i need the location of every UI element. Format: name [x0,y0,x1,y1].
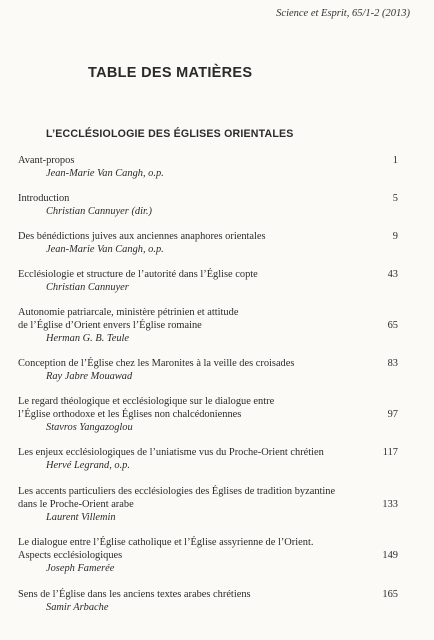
toc-entry [18,395,398,434]
entry-title-line: Aspects ecclésiologiques [18,550,123,561]
entry-page-number: 97 [387,409,398,420]
entry-title-line: Des bénédictions juives aux anciennes anaphores orientales [18,231,266,242]
entry-author: Joseph Famerée [46,563,115,574]
entry-title-line: Les accents particuliers des ecclésiologies des Églises de tradition byzantine [18,486,336,497]
toc-entry [18,268,398,294]
entry-title-line: Ecclésiologie et structure de l’autorité dans l’Église copte [18,269,258,280]
toc-entry [18,446,398,472]
entry-title-line: Le dialogue entre l’Église catholique et l’Église assyrienne de l’Orient. [18,537,314,548]
entry-page-number: 9 [392,231,398,242]
entry-page-number: 5 [392,193,398,204]
entry-page-number: 133 [382,499,398,510]
entry-author: Ray Jabre Mouawad [46,371,133,382]
section-title: L’ECCLÉSIOLOGIE DES ÉGLISES ORIENTALES [46,128,294,140]
toc-entry [18,192,398,218]
entry-author: Stavros Yangazoglou [46,422,133,433]
entry-page-number: 65 [387,320,398,331]
toc-entry [18,536,398,575]
entry-page-number: 1 [392,155,398,166]
entry-title-line: Avant-propos [18,155,75,166]
page-title: TABLE DES MATIÈRES [88,65,253,81]
toc-entry [18,485,398,524]
entry-title-line: Le regard théologique et ecclésiologique sur le dialogue entre [18,396,275,407]
entry-page-number: 165 [382,589,398,600]
journal-reference: Science et Esprit, 65/1-2 (2013) [276,8,410,19]
entry-author: Jean-Marie Van Cangh, o.p. [46,168,164,179]
toc-entry [18,154,398,180]
entry-page-number: 117 [382,447,398,458]
entry-author: Jean-Marie Van Cangh, o.p. [46,244,164,255]
entry-page-number: 43 [387,269,398,280]
entry-title-line: dans le Proche-Orient arabe [18,499,134,510]
toc-entry [18,357,398,383]
entry-title-line: Les enjeux ecclésiologiques de l’uniatisme vus du Proche-Orient chrétien [18,447,324,458]
entry-author: Laurent Villemin [46,512,116,523]
toc-entry [18,306,398,345]
entry-page-number: 83 [387,358,398,369]
entry-title-line: Conception de l’Église chez les Maronites à la veille des croisades [18,358,295,369]
toc-entry [18,588,398,614]
entry-page-number: 149 [382,550,398,561]
entry-author: Herman G. B. Teule [46,333,130,344]
entry-title-line: Sens de l’Église dans les anciens textes arabes chrétiens [18,589,251,600]
entry-title-line: l’Église orthodoxe et les Églises non chalcédoniennes [18,409,242,420]
entry-author: Hervé Legrand, o.p. [46,460,130,471]
entry-author: Christian Cannuyer (dir.) [46,206,152,217]
entry-title-line: Introduction [18,193,70,204]
toc-entry [18,230,398,256]
entry-title-line: Autonomie patriarcale, ministère pétrinien et attitude [18,307,239,318]
entry-author: Christian Cannuyer [46,282,129,293]
entry-author: Samir Arbache [46,602,109,613]
entry-title-line: de l’Église d’Orient envers l’Église romaine [18,320,202,331]
